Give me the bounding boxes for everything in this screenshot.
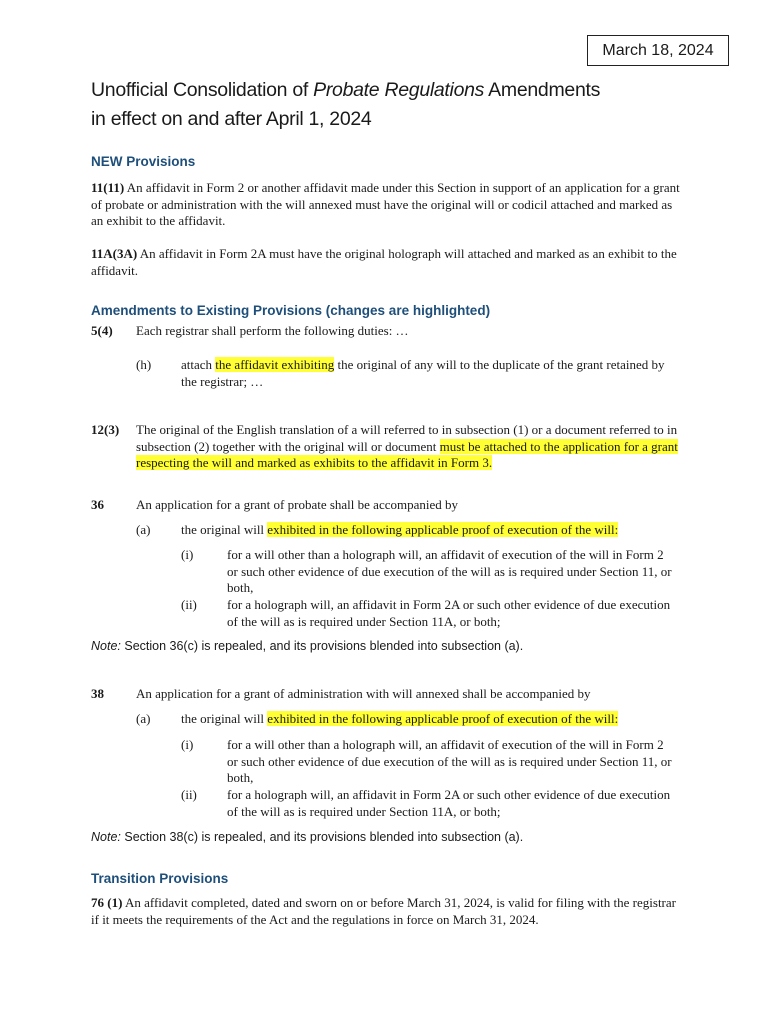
highlighted-text: must be attached to the application for a grant respecting the will and marked as exhibits to the affidavit in Form 3. bbox=[136, 438, 678, 470]
clause-text: attach bbox=[181, 357, 216, 372]
subclause-i-text: for a will other than a holograph will, an affidavit of execution of the will in Form 2 or such other evidence of due execution of the will as is required under Section 11, or both, bbox=[227, 547, 672, 595]
subclause-i-text: for a will other than a holograph will, an affidavit of execution of the will in Form 2 or such other evidence of due execution of the will as is required under Section 11, or both, bbox=[227, 737, 672, 785]
note-text: Section 38(c) is repealed, and its provisions blended into subsection (a). bbox=[120, 830, 524, 844]
clause-text: the original will bbox=[181, 711, 268, 726]
paragraph-11a-3a bbox=[91, 246, 683, 279]
paragraph-76-1 bbox=[91, 895, 683, 928]
clause-h-text bbox=[181, 357, 681, 390]
heading-new-provisions: NEW Provisions bbox=[91, 154, 196, 169]
section-number: 11A(3A) bbox=[91, 246, 138, 261]
clause-a-text bbox=[181, 711, 681, 728]
section-number: 11(11) bbox=[91, 180, 125, 195]
paragraph-text: An affidavit in Form 2A must have the original holograph will attached and marked as an exhibit to the affidavit. bbox=[91, 246, 677, 278]
highlighted-text: exhibited in the following applicable proof of execution of the will: bbox=[267, 522, 619, 537]
title-part2: Amendments bbox=[484, 79, 601, 101]
section-number-38: 38 bbox=[91, 686, 104, 701]
page-title bbox=[91, 76, 691, 134]
paragraph-11-11 bbox=[91, 180, 683, 230]
paragraph-text: An affidavit in Form 2 or another affidavit made under this Section in support of an application for a grant of probate or administration with the will annexed must have the original will or codicil attached and marked as an exhibit to the affidavit. bbox=[91, 180, 680, 228]
heading-amendments: Amendments to Existing Provisions (changes are highlighted) bbox=[91, 303, 491, 318]
clause-text: the original will bbox=[181, 522, 268, 537]
subclause-ii-text: for a holograph will, an affidavit in Form 2A or such other evidence of due execution of the will as is required under Section 11A, or both; bbox=[227, 787, 671, 819]
section-38-text: An application for a grant of administration with will annexed shall be accompanied by bbox=[136, 686, 591, 701]
subclause-label-ii: (ii) bbox=[181, 597, 197, 612]
note-label: Note: bbox=[91, 830, 121, 844]
highlighted-text: exhibited in the following applicable proof of execution of the will: bbox=[267, 711, 619, 726]
section-number-36: 36 bbox=[91, 497, 104, 512]
heading-transition: Transition Provisions bbox=[91, 871, 229, 886]
clause-text: the original of any will to the duplicate of the grant retained by the registrar; … bbox=[181, 357, 665, 389]
title-line2: in effect on and after April 1, 2024 bbox=[91, 108, 372, 130]
section-36-text: An application for a grant of probate shall be accompanied by bbox=[136, 497, 458, 512]
section-number: 76 (1) bbox=[91, 895, 123, 910]
clause-label-a: (a) bbox=[136, 522, 151, 537]
note-label: Note: bbox=[91, 639, 121, 653]
section-12-3-text bbox=[136, 422, 681, 472]
highlighted-text: the affidavit exhibiting bbox=[215, 357, 335, 372]
section-number-12-3: 12(3) bbox=[91, 422, 120, 437]
section-number-5-4: 5(4) bbox=[91, 323, 113, 338]
title-part1: Unofficial Consolidation of bbox=[91, 79, 314, 101]
note-text: Section 36(c) is repealed, and its provisions blended into subsection (a). bbox=[120, 639, 524, 653]
clause-a-text bbox=[181, 522, 681, 539]
clause-label-h: (h) bbox=[136, 357, 152, 372]
section-5-4-text: Each registrar shall perform the following duties: … bbox=[136, 323, 409, 338]
date-box: March 18, 2024 bbox=[587, 35, 729, 66]
subclause-label-i: (i) bbox=[181, 547, 194, 562]
title-italic: Probate Regulations bbox=[313, 79, 485, 101]
paragraph-text: The original of the English translation of a will referred to in subsection (1) or a document referred to in subsection (2) together with the original will or document bbox=[136, 422, 678, 454]
paragraph-text: An affidavit completed, dated and sworn on or before March 31, 2024, is valid for filing with the registrar if it meets the requirements of the Act and the regulations in force on March 31, 2024. bbox=[91, 895, 676, 927]
subclause-label-i: (i) bbox=[181, 737, 194, 752]
subclause-ii-text: for a holograph will, an affidavit in Form 2A or such other evidence of due execution of the will as is required under Section 11A, or both; bbox=[227, 597, 671, 629]
clause-label-a: (a) bbox=[136, 711, 151, 726]
note-38 bbox=[91, 829, 523, 845]
note-36 bbox=[91, 638, 523, 654]
subclause-label-ii: (ii) bbox=[181, 787, 197, 802]
